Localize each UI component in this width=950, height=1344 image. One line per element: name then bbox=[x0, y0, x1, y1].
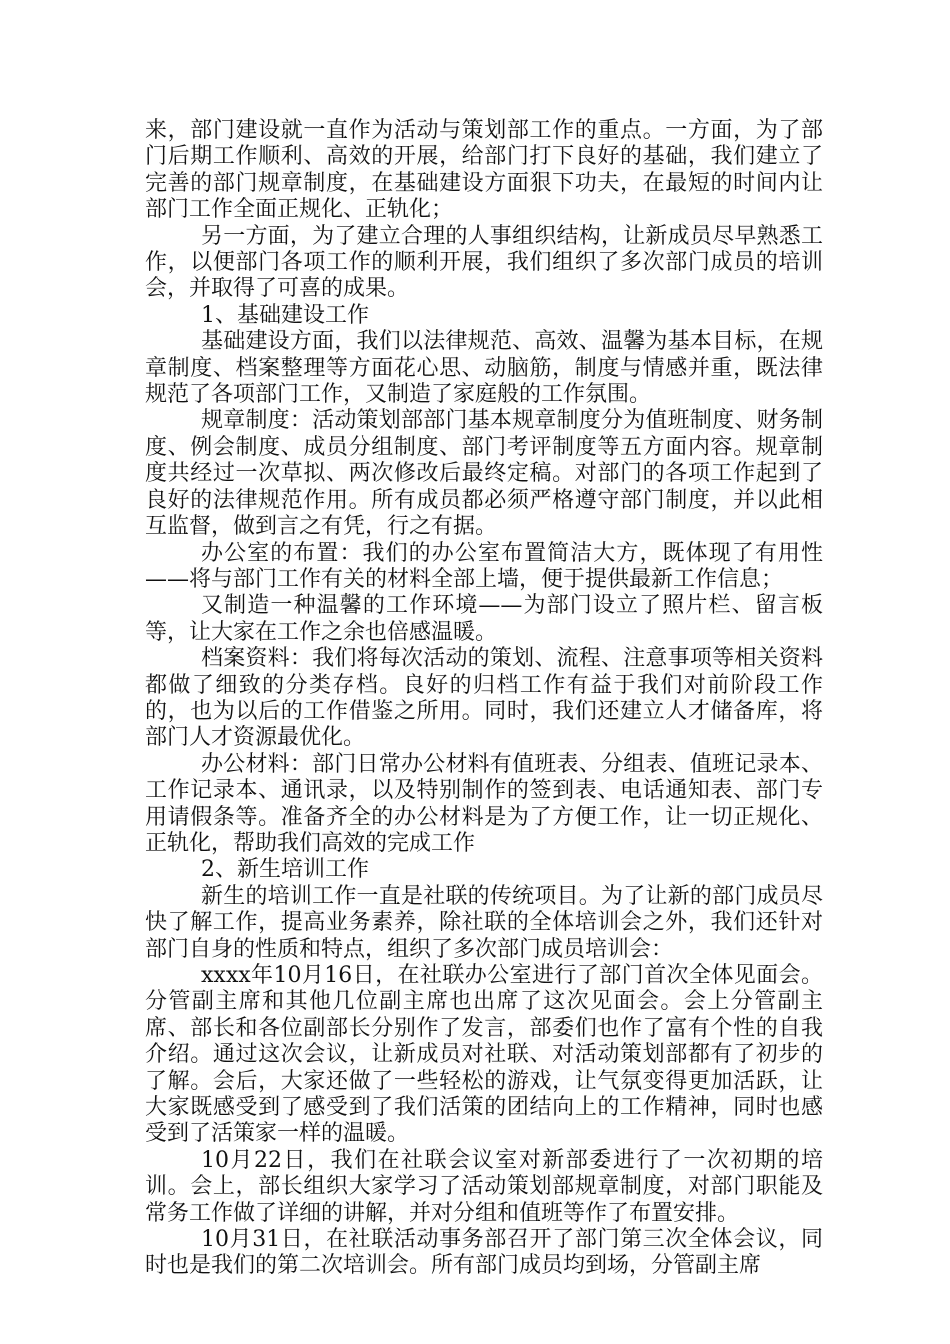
paragraph: 档案资料：我们将每次活动的策划、流程、注意事项等相关资料都做了细致的分类存档。良好的归档工作有益于我们对前阶段工作的，也为以后的工作借鉴之所用。同时，我们还建立人才储备库，将部门人才资源最优化。 bbox=[145, 646, 823, 751]
paragraph: 10月31日，在社联活动事务部召开了部门第三次全体会议，同时也是我们的第二次培训会。所有部门成员均到场，分管副主席 bbox=[145, 1227, 823, 1279]
paragraph: 10月22日，我们在社联会议室对新部委进行了一次初期的培训。会上，部长组织大家学习了活动策划部规章制度，对部门职能及常务工作做了详细的讲解，并对分组和值班等作了布置安排。 bbox=[145, 1147, 823, 1226]
paragraph: 规章制度：活动策划部部门基本规章制度分为值班制度、财务制度、例会制度、成员分组制度、部门考评制度等五方面内容。规章制度共经过一次草拟、两次修改后最终定稿。对部门的各项工作起到了良好的法律规范作用。所有成员都必须严格遵守部门制度，并以此相互监督，做到言之有凭，行之有据。 bbox=[145, 408, 823, 540]
paragraph: 1、基础建设工作 bbox=[201, 302, 369, 328]
paragraph: 2、新生培训工作 bbox=[201, 857, 369, 883]
document-body bbox=[145, 118, 823, 1280]
paragraph: xxxx年10月16日，在社联办公室进行了部门首次全体见面会。分管副主席和其他几位副主席也出席了这次见面会。会上分管副主席、部长和各位副部长分别作了发言，部委们也作了富有个性的自我介绍。通过这次会议，让新成员对社联、对活动策划部都有了初步的了解。会后，大家还做了一些轻松的游戏，让气氛变得更加活跃，让大家既感受到了感受到了我们活策的团结向上的工作精神，同时也感受到了活策家一样的温暖。 bbox=[145, 963, 823, 1147]
paragraph: 又制造一种温馨的工作环境——为部门设立了照片栏、留言板等，让大家在工作之余也倍感温暖。 bbox=[145, 593, 823, 645]
paragraph: 来，部门建设就一直作为活动与策划部工作的重点。一方面，为了部门后期工作顺利、高效的开展，给部门打下良好的基础，我们建立了完善的部门规章制度，在基础建设方面狠下功夫，在最短的时间内让部门工作全面正规化、正轨化； bbox=[145, 118, 823, 223]
paragraph: 新生的培训工作一直是社联的传统项目。为了让新的部门成员尽快了解工作，提高业务素养，除社联的全体培训会之外，我们还针对部门自身的性质和特点，组织了多次部门成员培训会： bbox=[145, 883, 823, 962]
paragraph: 基础建设方面，我们以法律规范、高效、温馨为基本目标，在规章制度、档案整理等方面花心思、动脑筋，制度与情感并重，既法律规范了各项部门工作，又制造了家庭般的工作氛围。 bbox=[145, 329, 823, 408]
paragraph: 办公室的布置：我们的办公室布置简洁大方，既体现了有用性——将与部门工作有关的材料全部上墙，便于提供最新工作信息； bbox=[145, 540, 823, 592]
paragraph: 办公材料：部门日常办公材料有值班表、分组表、值班记录本、工作记录本、通讯录，以及特别制作的签到表、电话通知表、部门专用请假条等。准备齐全的办公材料是为了方便工作，让一切正规化、正轨化，帮助我们高效的完成工作 bbox=[145, 751, 823, 856]
paragraph: 另一方面，为了建立合理的人事组织结构，让新成员尽早熟悉工作，以便部门各项工作的顺利开展，我们组织了多次部门成员的培训会，并取得了可喜的成果。 bbox=[145, 223, 823, 302]
